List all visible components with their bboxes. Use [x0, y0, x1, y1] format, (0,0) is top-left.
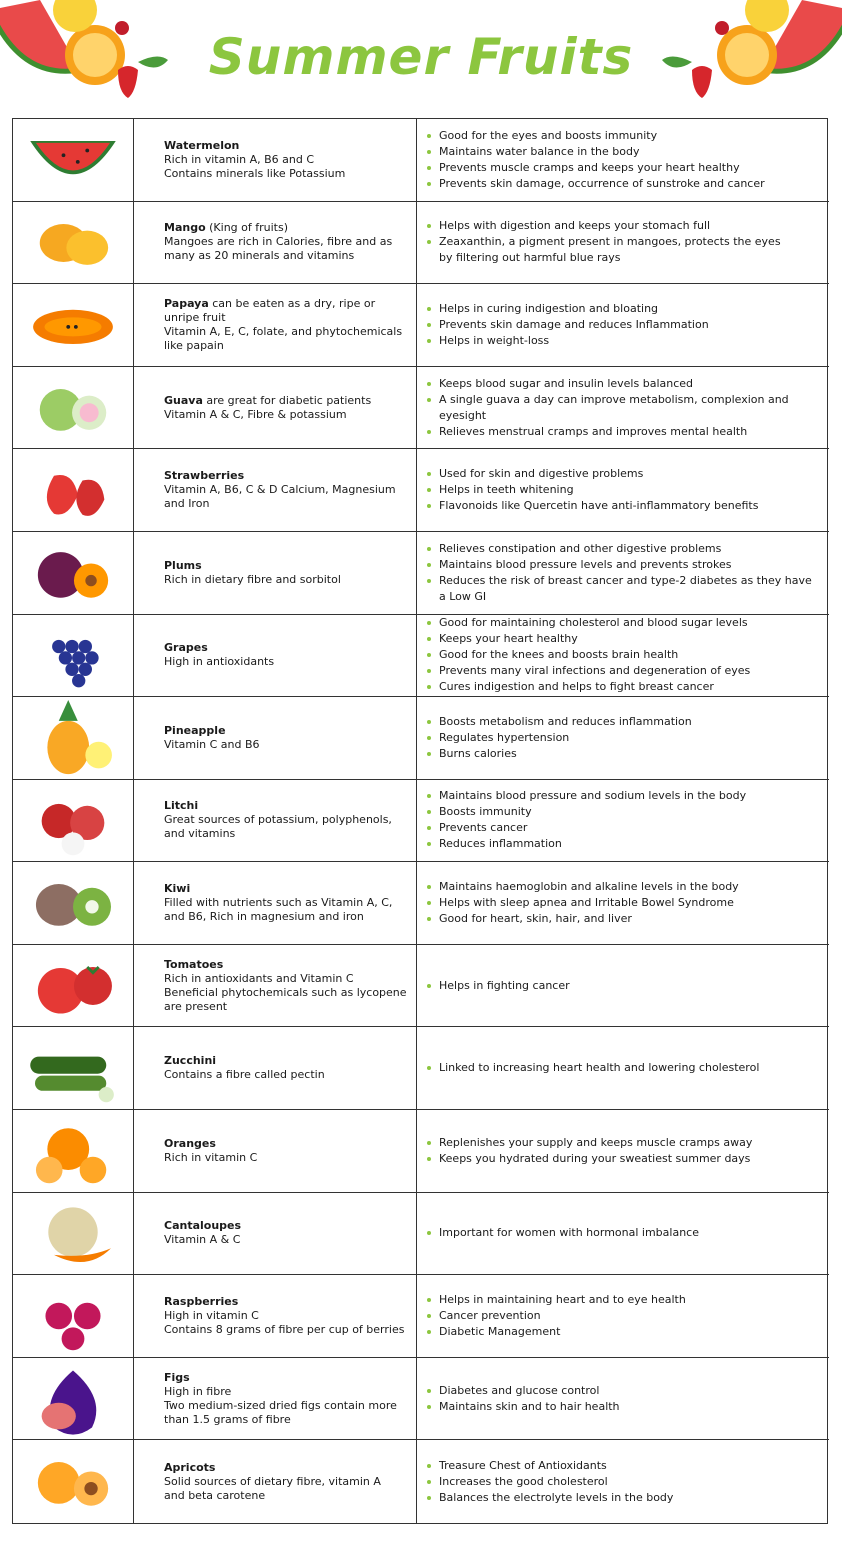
fruit-name-line	[164, 221, 416, 235]
benefit-item: Prevents muscle cramps and keeps your heart healthy	[425, 160, 829, 176]
cantaloupe-icon	[18, 1196, 128, 1272]
benefit-item: Linked to increasing heart health and lowering cholesterol	[425, 1060, 829, 1076]
fruit-name: Figs	[164, 1370, 190, 1384]
fruit-benefits-cell	[417, 367, 829, 449]
fruit-description: Vitamin A, B6, C & D Calcium, Magnesium	[164, 483, 396, 497]
fruit-benefits-cell	[417, 862, 829, 944]
fruit-benefits-cell	[417, 1193, 829, 1275]
benefit-item: Prevents cancer	[425, 820, 829, 836]
fruit-name-line	[164, 641, 416, 655]
fruit-description: Contains a fibre called pectin	[164, 1068, 325, 1082]
fruit-image-cell	[13, 1110, 134, 1192]
fruit-description: Vitamin C and B6	[164, 737, 260, 751]
table-row	[13, 697, 829, 780]
benefit-item: Maintains haemoglobin and alkaline levels in the body	[425, 879, 829, 895]
table-row	[13, 119, 829, 202]
pineapple-icon	[18, 700, 128, 776]
benefit-item: Prevents many viral infections and degeneration of eyes	[425, 663, 829, 679]
strawberry-icon	[18, 452, 128, 528]
benefit-item: Helps in teeth whitening	[425, 482, 829, 498]
fruit-name: Apricots	[164, 1460, 216, 1474]
fruit-benefits-cell	[417, 1110, 829, 1192]
benefit-item: Cures indigestion and helps to fight breast cancer	[425, 679, 829, 695]
fruit-info-cell	[134, 1193, 417, 1275]
header	[0, 0, 842, 112]
benefit-item: Keeps your heart healthy	[425, 631, 829, 647]
fruit-name: Oranges	[164, 1136, 216, 1150]
fruit-description: Contains minerals like Potassium	[164, 166, 346, 180]
apricot-icon	[18, 1443, 128, 1519]
table-row	[13, 615, 829, 698]
fruit-benefits-cell	[417, 284, 829, 366]
fruit-description: are present	[164, 999, 228, 1013]
fruit-description: and beta carotene	[164, 1488, 266, 1502]
fruit-image-cell	[13, 780, 134, 862]
fruit-info-cell	[134, 367, 417, 449]
fruit-description: Contains 8 grams of fibre per cup of berries	[164, 1323, 405, 1337]
benefit-item: Maintains blood pressure levels and prevents strokes	[425, 557, 829, 573]
grapes-icon	[18, 618, 128, 694]
fruit-description: than 1.5 grams of fibre	[164, 1412, 291, 1426]
fruit-name-line	[164, 1054, 416, 1068]
fruit-info-cell	[134, 1440, 417, 1523]
fruit-name: Mango	[164, 221, 206, 235]
fruit-image-cell	[13, 532, 134, 614]
fruit-description: Vitamin A & C, Fibre & potassium	[164, 407, 347, 421]
fruit-description: Solid sources of dietary fibre, vitamin A	[164, 1474, 381, 1488]
fruit-info-cell	[134, 1358, 417, 1440]
fruit-info-cell	[134, 1275, 417, 1357]
fruit-image-cell	[13, 1193, 134, 1275]
benefit-item: Maintains skin and to hair health	[425, 1399, 829, 1415]
fruit-info-cell	[134, 780, 417, 862]
table-row	[13, 532, 829, 615]
table-row	[13, 1110, 829, 1193]
table-row	[13, 780, 829, 863]
fruit-name-line	[164, 882, 416, 896]
benefit-item: Helps in maintaining heart and to eye health	[425, 1292, 829, 1308]
benefit-item: Good for maintaining cholesterol and blood sugar levels	[425, 615, 829, 631]
fruit-info-cell	[134, 532, 417, 614]
fruit-name-line	[164, 1137, 416, 1151]
fruit-name-line	[164, 799, 416, 813]
benefit-item: Increases the good cholesterol	[425, 1474, 829, 1490]
table-row	[13, 1358, 829, 1441]
benefit-item: Prevents skin damage, occurrence of sunstroke and cancer	[425, 176, 829, 192]
zucchini-icon	[18, 1030, 128, 1106]
fruit-name-suffix: can be eaten as a dry, ripe or	[208, 296, 376, 310]
litchi-icon	[18, 783, 128, 859]
fruit-name: Papaya	[164, 296, 209, 310]
fruit-benefits-cell	[417, 119, 829, 201]
fruit-description: High in fibre	[164, 1384, 232, 1398]
fruit-info-cell	[134, 1027, 417, 1109]
benefit-item: Maintains water balance in the body	[425, 144, 829, 160]
fruit-name: Zucchini	[164, 1054, 217, 1068]
fruit-image-cell	[13, 1027, 134, 1109]
fruit-name-line	[164, 394, 416, 408]
fruit-name-suffix: are great for diabetic patients	[202, 393, 372, 407]
benefit-item: Zeaxanthin, a pigment present in mangoes, protects the eyes by filtering out harmful blue rays	[425, 234, 829, 266]
benefit-item: Flavonoids like Quercetin have anti-inflammatory benefits	[425, 498, 829, 514]
fruit-benefits-cell	[417, 780, 829, 862]
kiwi-icon	[18, 865, 128, 941]
benefit-item: Used for skin and digestive problems	[425, 466, 829, 482]
benefit-item: Helps with digestion and keeps your stomach full	[425, 218, 829, 234]
benefit-item: Relieves constipation and other digestive problems	[425, 541, 829, 557]
fruit-info-cell	[134, 449, 417, 531]
fruit-name: Watermelon	[164, 138, 240, 152]
fruit-name-line	[164, 1295, 416, 1309]
fig-icon	[18, 1361, 128, 1437]
fruit-benefits-cell	[417, 1440, 829, 1523]
fruit-info-cell	[134, 284, 417, 366]
fruit-description: and Iron	[164, 497, 210, 511]
fruit-name-line	[164, 139, 416, 153]
fruit-description: Rich in dietary fibre and sorbitol	[164, 572, 341, 586]
fruit-image-cell	[13, 615, 134, 697]
table-row	[13, 1027, 829, 1110]
fruit-image-cell	[13, 119, 134, 201]
fruit-description: High in vitamin C	[164, 1309, 259, 1323]
fruit-name-line	[164, 958, 416, 972]
fruit-description: Mangoes are rich in Calories, fibre and as	[164, 235, 393, 249]
fruit-image-cell	[13, 1358, 134, 1440]
guava-icon	[18, 370, 128, 446]
benefit-item: Helps in curing indigestion and bloating	[425, 301, 829, 317]
fruit-name-line	[164, 1461, 416, 1475]
benefit-item: Prevents skin damage and reduces Inflammation	[425, 317, 829, 333]
fruit-name: Grapes	[164, 641, 208, 655]
fruit-description: Filled with nutrients such as Vitamin A, C,	[164, 896, 393, 910]
fruit-name: Cantaloupes	[164, 1219, 242, 1233]
papaya-icon	[18, 287, 128, 363]
benefit-item: Cancer prevention	[425, 1308, 829, 1324]
fruit-table	[12, 118, 828, 1524]
fruit-description: Beneficial phytochemicals such as lycopene	[164, 985, 407, 999]
watermelon-icon	[18, 122, 128, 198]
benefit-item: Balances the electrolyte levels in the body	[425, 1490, 829, 1506]
fruit-benefits-cell	[417, 202, 829, 284]
table-row	[13, 202, 829, 285]
fruit-info-cell	[134, 862, 417, 944]
fruit-description: Rich in vitamin C	[164, 1150, 258, 1164]
fruit-name: Kiwi	[164, 882, 191, 896]
fruit-description: Rich in vitamin A, B6 and C	[164, 152, 315, 166]
benefit-item: Helps in fighting cancer	[425, 978, 829, 994]
fruit-image-cell	[13, 202, 134, 284]
benefit-item: Boosts metabolism and reduces inflammation	[425, 714, 829, 730]
table-row	[13, 1440, 829, 1523]
fruit-description: Vitamin A & C	[164, 1233, 241, 1247]
benefit-item: Helps in weight-loss	[425, 333, 829, 349]
benefit-item: Maintains blood pressure and sodium levels in the body	[425, 788, 829, 804]
benefit-item: Boosts immunity	[425, 804, 829, 820]
table-row	[13, 367, 829, 450]
benefit-item: Good for the eyes and boosts immunity	[425, 128, 829, 144]
table-row	[13, 1275, 829, 1358]
benefit-item: Helps with sleep apnea and Irritable Bowel Syndrome	[425, 895, 829, 911]
fruit-benefits-cell	[417, 697, 829, 779]
fruit-image-cell	[13, 697, 134, 779]
fruit-info-cell	[134, 697, 417, 779]
fruit-info-cell	[134, 202, 417, 284]
fruit-name: Tomatoes	[164, 957, 224, 971]
fruit-benefits-cell	[417, 1027, 829, 1109]
benefit-item: Diabetic Management	[425, 1324, 829, 1340]
plum-icon	[18, 535, 128, 611]
table-row	[13, 449, 829, 532]
fruit-name: Raspberries	[164, 1295, 239, 1309]
fruit-description: like papain	[164, 338, 224, 352]
page-title: Summer Fruits	[208, 28, 634, 86]
fruit-info-cell	[134, 119, 417, 201]
fruit-description: Two medium-sized dried figs contain more	[164, 1398, 397, 1412]
fruit-name-line	[164, 724, 416, 738]
fruit-name-line	[164, 1219, 416, 1233]
tomato-icon	[18, 948, 128, 1024]
benefit-item: Good for heart, skin, hair, and liver	[425, 911, 829, 927]
fruit-name-suffix: (King of fruits)	[205, 221, 289, 235]
fruit-info-cell	[134, 1110, 417, 1192]
fruit-name: Pineapple	[164, 723, 226, 737]
fruit-info-cell	[134, 615, 417, 697]
fruit-image-cell	[13, 862, 134, 944]
fruit-name: Litchi	[164, 799, 199, 813]
mango-icon	[18, 205, 128, 281]
fruit-image-cell	[13, 1440, 134, 1523]
benefit-item: Replenishes your supply and keeps muscle cramps away	[425, 1135, 829, 1151]
fruit-name-line	[164, 469, 416, 483]
benefit-item: Regulates hypertension	[425, 730, 829, 746]
fruit-image-cell	[13, 449, 134, 531]
table-row	[13, 284, 829, 367]
fruit-description: High in antioxidants	[164, 655, 275, 669]
fruit-benefits-cell	[417, 1358, 829, 1440]
fruit-benefits-cell	[417, 532, 829, 614]
fruit-benefits-cell	[417, 615, 829, 697]
benefit-item: Diabetes and glucose control	[425, 1383, 829, 1399]
fruit-description: Vitamin A, E, C, folate, and phytochemicals	[164, 324, 403, 338]
benefit-item: Keeps you hydrated during your sweatiest summer days	[425, 1151, 829, 1167]
benefit-item: Relieves menstrual cramps and improves mental health	[425, 424, 829, 440]
fruit-description: many as 20 minerals and vitamins	[164, 249, 355, 263]
benefit-item: A single guava a day can improve metabolism, complexion and eyesight	[425, 392, 829, 424]
fruit-image-cell	[13, 945, 134, 1027]
fruit-name-line	[164, 1371, 416, 1385]
table-row	[13, 862, 829, 945]
fruit-description: and B6, Rich in magnesium and iron	[164, 910, 364, 924]
benefit-item: Reduces the risk of breast cancer and type-2 diabetes as they have a Low GI	[425, 573, 829, 605]
orange-icon	[18, 1113, 128, 1189]
fruit-description: unripe fruit	[164, 310, 226, 324]
fruit-name: Plums	[164, 558, 202, 572]
fruit-name-line	[164, 559, 416, 573]
benefit-item: Treasure Chest of Antioxidants	[425, 1458, 829, 1474]
table-row	[13, 945, 829, 1028]
table-row	[13, 1193, 829, 1276]
fruit-image-cell	[13, 284, 134, 366]
fruit-description: and vitamins	[164, 827, 236, 841]
fruit-image-cell	[13, 367, 134, 449]
fruit-benefits-cell	[417, 1275, 829, 1357]
fruit-description: Rich in antioxidants and Vitamin C	[164, 971, 354, 985]
benefit-item: Keeps blood sugar and insulin levels balanced	[425, 376, 829, 392]
fruit-benefits-cell	[417, 449, 829, 531]
fruit-decoration-right-icon	[662, 0, 842, 110]
fruit-benefits-cell	[417, 945, 829, 1027]
fruit-name: Strawberries	[164, 469, 245, 483]
fruit-description: Great sources of potassium, polyphenols,	[164, 813, 392, 827]
fruit-info-cell	[134, 945, 417, 1027]
fruit-image-cell	[13, 1275, 134, 1357]
benefit-item: Important for women with hormonal imbalance	[425, 1225, 829, 1241]
fruit-name: Guava	[164, 393, 203, 407]
benefit-item: Reduces inflammation	[425, 836, 829, 852]
benefit-item: Burns calories	[425, 746, 829, 762]
fruit-name-line	[164, 297, 416, 311]
raspberry-icon	[18, 1278, 128, 1354]
benefit-item: Good for the knees and boosts brain health	[425, 647, 829, 663]
